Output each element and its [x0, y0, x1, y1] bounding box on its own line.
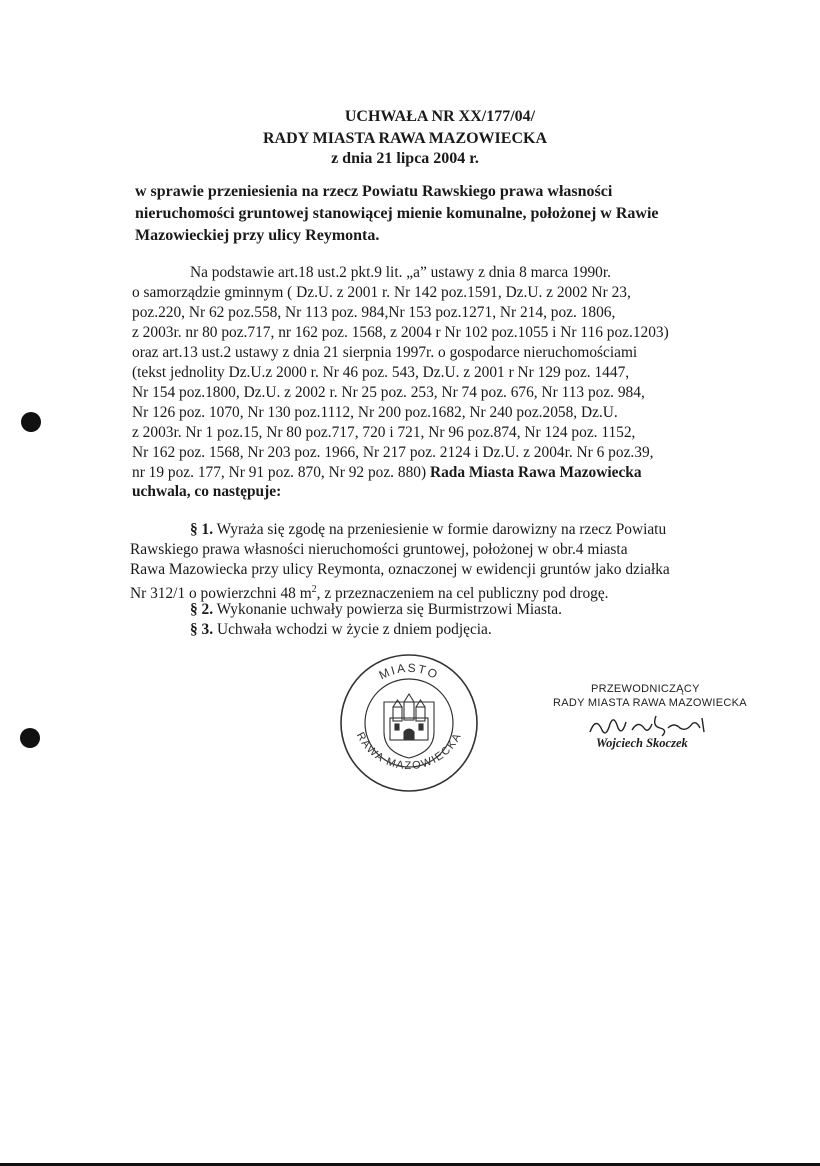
resolution-subject: w sprawie przeniesienia na rzecz Powiatu Rawskiego prawa własności nieruchomości gruntowej stanowiącej mienie komunalne, położonej w Rawie Mazowieckiej przy ulicy Reymonta.	[135, 183, 659, 244]
signatory-office: RADY MIASTA RAWA MAZOWIECKA	[553, 697, 747, 709]
punch-hole	[20, 728, 40, 748]
section-2	[190, 600, 562, 620]
council-name: RADY MIASTA RAWA MAZOWIECKA	[262, 130, 548, 147]
legal-basis-line: z 2003r. Nr 1 poz.15, Nr 80 poz.717, 720 i 721, Nr 96 poz.874, Nr 124 poz. 1152,	[132, 424, 636, 441]
seal-top-text: MIASTO	[376, 660, 442, 683]
section-text: Wykonanie uchwały powierza się Burmistrzowi Miasta.	[216, 601, 562, 618]
signatory-title: PRZEWODNICZĄCY	[591, 683, 700, 695]
section-3	[190, 620, 492, 640]
signatory-name: Wojciech Skoczek	[596, 736, 688, 750]
section-text: Nr 312/1 o powierzchni 48 m	[130, 585, 312, 603]
section-mark: § 3.	[190, 621, 214, 638]
town-seal-stamp	[338, 652, 480, 794]
legal-basis-line: o samorządzie gminnym ( Dz.U. z 2001 r. Nr 142 poz.1591, Dz.U. z 2002 Nr 23,	[132, 284, 631, 301]
legal-basis-line: oraz art.13 ust.2 ustawy z dnia 21 sierpnia 1997r. o gospodarce nieruchomościami	[132, 344, 638, 361]
legal-basis-line: Na podstawie art.18 ust.2 pkt.9 lit. „a” ustawy z dnia 8 marca 1990r.	[190, 264, 611, 281]
section-1-line	[190, 520, 666, 540]
section-text: , z przeznaczeniem na cel publiczny pod drogę.	[316, 585, 609, 603]
section-1-line: Rawa Mazowiecka przy ulicy Reymonta, oznaczonej w ewidencji gruntów jako działka	[130, 561, 670, 578]
legal-basis-last-line	[132, 463, 642, 483]
legal-basis-line: z 2003r. nr 80 poz.717, nr 162 poz. 1568, z 2004 r Nr 102 poz.1055 i Nr 116 poz.1203)	[132, 324, 669, 341]
coat-of-arms-icon	[384, 694, 434, 758]
legal-basis-line: poz.220, Nr 62 poz.558, Nr 113 poz. 984,Nr 153 poz.1271, Nr 214, poz. 1806,	[132, 304, 616, 321]
section-mark: § 2.	[190, 601, 214, 618]
section-1-line: Rawskiego prawa własności nieruchomości gruntowej, położonej w obr.4 miasta	[130, 541, 628, 558]
resolution-number: UCHWAŁA NR XX/177/04/	[344, 108, 536, 125]
section-text: Uchwała wchodzi w życie z dniem podjęcia.	[216, 621, 492, 638]
superscript: 2	[311, 584, 317, 595]
seal-bottom-text: RAWA MAZOWIECKA	[353, 730, 465, 773]
enacting-clause: uchwala, co następuje:	[132, 483, 282, 500]
legal-basis-line: Nr 126 poz. 1070, Nr 130 poz.1112, Nr 200 poz.1682, Nr 240 poz.2058, Dz.U.	[132, 404, 618, 421]
section-text: Wyraża się zgodę na przeniesienie w formie darowizny na rzecz Powiatu	[216, 521, 667, 538]
legal-basis-line: (tekst jednolity Dz.U.z 2000 r. Nr 46 poz. 543, Dz.U. z 2001 r Nr 129 poz. 1447,	[132, 364, 630, 381]
legal-basis-line: Nr 162 poz. 1568, Nr 203 poz. 1966, Nr 217 poz. 2124 i Dz.U. z 2004r. Nr 6 poz.39,	[132, 444, 654, 461]
section-mark: § 1.	[190, 521, 214, 538]
legal-basis-text: nr 19 poz. 177, Nr 91 poz. 870, Nr 92 poz. 880)	[132, 464, 427, 481]
resolution-date: z dnia 21 lipca 2004 r.	[331, 150, 479, 167]
council-bold-text: Rada Miasta Rawa Mazowiecka	[429, 464, 642, 481]
punch-hole	[21, 412, 41, 432]
legal-basis-line: Nr 154 poz.1800, Dz.U. z 2002 r. Nr 25 poz. 253, Nr 74 poz. 676, Nr 113 poz. 984,	[132, 384, 645, 401]
